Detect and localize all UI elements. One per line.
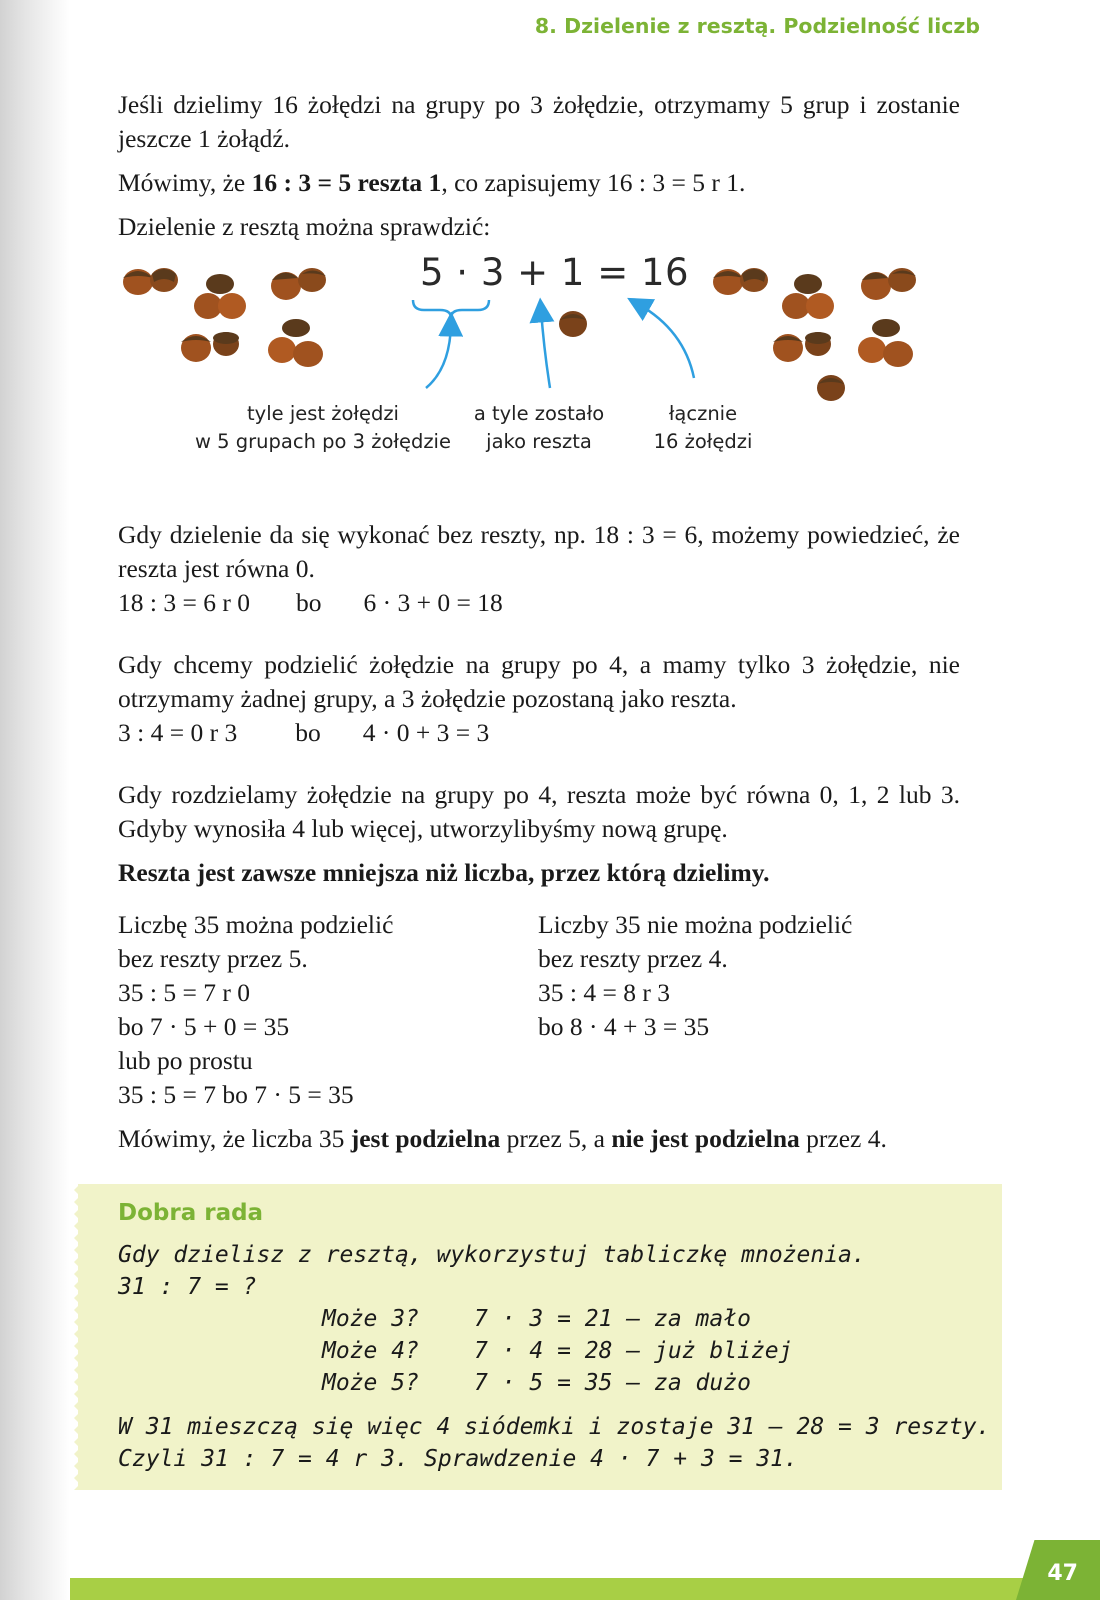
footer-bar (70, 1578, 1100, 1600)
tip-try-2-answer: 7 · 4 = 28 – już bliżej (474, 1338, 793, 1364)
tip-line-3: W 31 mieszczą się więc 4 siódemki i zostaje 31 – 28 = 3 reszty. (118, 1414, 991, 1440)
no-remainder-eq-b: 6 · 3 + 0 = 18 (363, 588, 503, 617)
acorn-group-left-4 (176, 322, 250, 368)
tip-line-4b: Sprawdzenie 4 · 7 + 3 = 31. (424, 1446, 798, 1472)
column-right-line: bez reszty przez 4. (538, 944, 728, 973)
acorn-remainder (556, 306, 590, 340)
caption-total (638, 400, 768, 456)
acorn-group-right-1 (708, 258, 778, 302)
acorn-group-right-4 (768, 322, 842, 368)
tip-try-3-question: Może 5? (322, 1370, 419, 1396)
caption-groups-line2: w 5 grupach po 3 żołędzie (195, 430, 451, 453)
zero-groups-paragraph: Gdy chcemy podzielić żołędzie na grupy po 4, a mamy tylko 3 żołędzie, nie otrzymamy żadnej grupy, a 3 żołędzie pozostaną jako reszta. (118, 650, 960, 713)
caption-rest-line1: a tyle zostało (473, 402, 605, 425)
page-number: 47 (1047, 1561, 1078, 1586)
tip-title: Dobra rada (118, 1200, 264, 1226)
page-content (118, 88, 960, 1156)
arrow-rest (541, 310, 550, 388)
acorn-group-right-3 (856, 258, 926, 306)
intro-notation-post: , co zapisujemy 16 : 3 = 5 r 1. (441, 168, 746, 197)
acorn-group-left-3 (266, 258, 336, 306)
acorn-right-single (814, 370, 848, 404)
acorn-group-left-2 (190, 270, 252, 324)
page-spine-shadow (0, 0, 70, 1600)
zero-groups-eq-b: 4 · 0 + 3 = 3 (362, 718, 490, 747)
tip-try-1-answer: 7 · 3 = 21 – za mało (474, 1306, 751, 1332)
column-left-line: Liczbę 35 można podzielić (118, 910, 394, 939)
brace-under-multiplication (413, 300, 489, 318)
no-remainder-equation (118, 586, 960, 620)
acorn-group-right-5 (852, 316, 922, 372)
caption-rest-line2: jako reszta (486, 430, 592, 453)
tip-try-3-answer: 7 · 5 = 35 – za dużo (474, 1370, 751, 1396)
tip-box (78, 1184, 1002, 1490)
arrow-groups (426, 324, 451, 388)
zero-groups-equation (118, 716, 960, 750)
column-right-line: Liczby 35 nie można podzielić (538, 910, 853, 939)
caption-total-line2: 16 żołędzi (653, 430, 753, 453)
no-remainder-eq-a: 18 : 3 = 6 r 0 (118, 588, 250, 617)
divisibility-conclusion (118, 1122, 960, 1156)
acorn-group-right-2 (778, 270, 840, 324)
conclusion-bold-divisible: jest podzielna (350, 1124, 501, 1153)
column-left-line: bo 7 · 5 + 0 = 35 (118, 1012, 290, 1041)
tip-box-wavy-edge (70, 1184, 80, 1490)
intro-notation-bold: 16 : 3 = 5 reszta 1 (251, 168, 442, 197)
no-remainder-eq-bo: bo (295, 588, 322, 617)
conclusion-pre: Mówimy, że liczba 35 (118, 1124, 351, 1153)
column-left-line: 35 : 5 = 7 r 0 (118, 978, 250, 1007)
tip-try-1-question: Może 3? (322, 1306, 419, 1332)
chapter-header: 8. Dzielenie z resztą. Podzielność liczb (534, 14, 980, 38)
no-remainder-paragraph: Gdy dzielenie da się wykonać bez reszty, np. 18 : 3 = 6, możemy powiedzieć, że reszta jest równa 0. (118, 520, 960, 583)
caption-groups-line1: tyle jest żołędzi (247, 402, 399, 425)
tip-try-2-question: Może 4? (322, 1338, 419, 1364)
caption-total-line1: łącznie (668, 402, 738, 425)
caption-rest (464, 400, 614, 456)
intro-notation (118, 166, 960, 200)
check-intro: Dzielenie z resztą można sprawdzić: (118, 212, 491, 241)
conclusion-mid: przez 5, a (500, 1124, 612, 1153)
intro-paragraph: Jeśli dzielimy 16 żołędzi na grupy po 3 żołędzie, otrzymamy 5 grup i zostanie jeszcze 1 żołądź. (118, 90, 960, 153)
column-left-line: 35 : 5 = 7 bo 7 · 5 = 35 (118, 1080, 354, 1109)
arrow-total (638, 304, 694, 378)
remainder-range-paragraph: Gdy rozdzielamy żołędzie na grupy po 4, reszta może być równa 0, 1, 2 lub 3. Gdyby wynosiła 4 lub więcej, utworzylibyśmy nową grupę. (118, 780, 960, 843)
zero-groups-eq-bo: bo (295, 718, 321, 747)
column-not-divisible (538, 908, 958, 1112)
zero-groups-eq-a: 3 : 4 = 0 r 3 (118, 718, 238, 747)
intro-notation-pre: Mówimy, że (118, 168, 252, 197)
acorn-diagram (118, 250, 960, 490)
column-right-line: bo 8 · 4 + 3 = 35 (538, 1012, 710, 1041)
column-right-line: 35 : 4 = 8 r 3 (538, 978, 670, 1007)
acorn-group-left-5 (262, 316, 332, 372)
acorn-group-left-1 (118, 258, 188, 302)
caption-groups (188, 400, 458, 456)
column-left-line: bez reszty przez 5. (118, 944, 308, 973)
conclusion-bold-not-divisible: nie jest podzielna (611, 1124, 800, 1153)
remainder-rule: Reszta jest zawsze mniejsza niż liczba, przez którą dzielimy. (118, 858, 770, 887)
tip-line-2: 31 : 7 = ? (118, 1274, 257, 1300)
tip-line-1: Gdy dzielisz z resztą, wykorzystuj tabliczkę mnożenia. (118, 1242, 866, 1268)
check-formula: 5 · 3 + 1 = 16 (420, 251, 690, 294)
tip-line-4a: Czyli 31 : 7 = 4 r 3. (118, 1446, 409, 1472)
column-divisible (118, 908, 538, 1112)
column-left-line: lub po prostu (118, 1046, 253, 1075)
divisibility-columns (118, 908, 960, 1112)
conclusion-post: przez 4. (799, 1124, 887, 1153)
